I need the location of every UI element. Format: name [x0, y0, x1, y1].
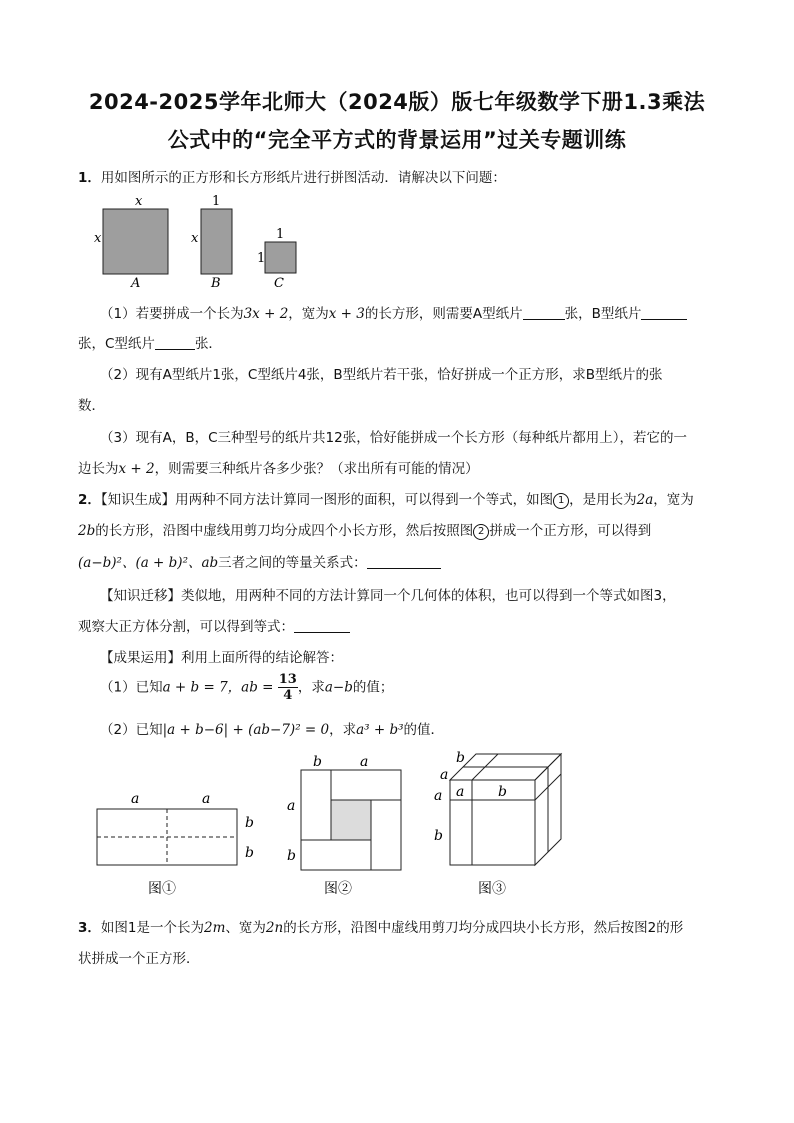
- q2-figure-1: [90, 785, 270, 900]
- fig3-label-a-top: a: [440, 767, 449, 783]
- fig2-rect-left: [301, 770, 331, 840]
- q2-number: 2．: [78, 492, 101, 508]
- fraction-denominator: 4: [283, 688, 293, 703]
- q2-sub2: [100, 718, 444, 738]
- q2-l1-text-a: 【知识生成】用两种不同方法计算同一图形的面积，可以得到一个等式，如图: [100, 492, 554, 508]
- q2-s2-expr: |a + b−6| + (ab−7)² = 0: [162, 722, 330, 738]
- answer-blank-volume-relation[interactable]: [294, 618, 350, 633]
- fraction-13-4: [278, 672, 298, 703]
- page-title-line2: 公式中的“完全平方式的背景运用”过关专题训练: [167, 128, 627, 152]
- q1-part2-line2: 数．: [78, 398, 105, 414]
- fig3-label-a-left: a: [434, 788, 443, 804]
- fig3-label-b-inner: b: [498, 784, 507, 800]
- q2-line6: 【成果运用】利用上面所得的结论解答：: [100, 650, 343, 666]
- q2-l1-text-c: ，宽为: [653, 492, 694, 508]
- page-title-line1: 2024-2025学年北师大（2024版）版七年级数学下册1.3乘法: [88, 90, 706, 114]
- answer-blank-a[interactable]: [523, 305, 565, 320]
- q1-label-x-left: x: [94, 231, 102, 246]
- fig2-label-a-top: a: [360, 754, 369, 770]
- q2-s1-expr2: a−b: [324, 679, 353, 696]
- fig3-label-b-left: b: [434, 828, 443, 844]
- q2-l1-expr: 2a: [636, 492, 654, 508]
- q1-label-c: C: [274, 276, 284, 291]
- fig2-inner-square: [331, 800, 371, 840]
- q1-label-b: B: [211, 276, 221, 291]
- q1-label-x-top: x: [135, 194, 143, 209]
- q1-p1-text-a: （1）若要拼成一个长为: [100, 306, 244, 322]
- q1-part3-line1: （3）现有A，B，C三种型号的纸片共12张，恰好能拼成一个长方形（每种纸片都用上），若它的一: [100, 430, 687, 446]
- q3-number: 3．: [78, 920, 101, 936]
- square-piece-a: [103, 209, 168, 274]
- q3-line2: 状拼成一个正方形．: [78, 951, 200, 967]
- fig2-label-b-top: b: [313, 754, 322, 770]
- q3-l1-text-c: 的长方形，沿图中虚线用剪刀均分成四块小长方形，然后按图2的形: [283, 920, 684, 936]
- q2-line5: [78, 615, 350, 635]
- q3-l1-text-b: 、宽为: [225, 920, 266, 936]
- q2-s1-text-b: ，求: [297, 679, 325, 696]
- q1-p1-expr-length: 3x + 2: [243, 306, 289, 322]
- q2-l5-text: 观察大正方体分割，可以得到等式：: [78, 619, 294, 635]
- q2-s1-text-a: （1）已知: [100, 679, 163, 696]
- fraction-numerator: 13: [278, 672, 297, 687]
- q1-part1-line1: [100, 302, 687, 322]
- q2-l2-text-a: 的长方形，沿图中虚线用剪刀均分成四个小长方形，然后按照图: [95, 523, 474, 539]
- answer-blank-area-relation[interactable]: [367, 554, 441, 569]
- fig1-caption: 图①: [148, 881, 176, 897]
- q2-s1-expr: a + b = 7，ab =: [162, 679, 278, 696]
- q2-l2-text-b: 拼成一个正方形，可以得到: [489, 523, 652, 539]
- fig3-label-a-inner: a: [456, 784, 465, 800]
- circled-one: 1: [553, 493, 569, 509]
- q1-p1-text-c: 的长方形，则需要A型纸片: [364, 306, 523, 322]
- q1-label-one-b: 1: [212, 194, 221, 209]
- circled-two: 2: [473, 524, 489, 540]
- rect-piece-b: [201, 209, 232, 274]
- q1-intro-text: 用如图所示的正方形和长方形纸片进行拼图活动．请解决以下问题：: [100, 170, 506, 186]
- fig1-label-a-1: a: [131, 791, 140, 807]
- q1-label-one-c-left: 1: [257, 251, 266, 266]
- q3-l1-expr1: 2m: [204, 920, 226, 936]
- q1-p3-expr: x + 2: [118, 461, 155, 477]
- q2-s2-text-c: 的值．: [403, 722, 445, 738]
- q1-p1-text-b: ，宽为: [288, 306, 329, 322]
- q1-p1-expr-width: x + 3: [328, 306, 365, 322]
- square-piece-c: [265, 242, 296, 273]
- fig3-caption: 图③: [478, 881, 506, 897]
- fig1-label-b-2: b: [245, 845, 254, 861]
- q2-s2-text-a: （2）已知: [100, 722, 163, 738]
- fig1-label-a-2: a: [202, 791, 211, 807]
- q2-line3: [78, 551, 441, 571]
- q1-p1-text-e: 张，C型纸片: [78, 336, 155, 352]
- fig1-label-b-1: b: [245, 815, 254, 831]
- q2-s2-expr2: a³ + b³: [356, 722, 404, 738]
- q1-part3-line2: [78, 457, 479, 477]
- q1-number: 1．: [78, 170, 101, 186]
- q3-line1: [78, 916, 683, 936]
- fig2-rect-right: [371, 800, 401, 870]
- fig2-rect-bottom: [301, 840, 371, 870]
- answer-blank-b[interactable]: [641, 305, 687, 320]
- q1-figure: [88, 190, 318, 292]
- fig2-label-b-left: b: [287, 848, 296, 864]
- q2-figure-3: [430, 748, 570, 900]
- q2-l2-expr: 2b: [78, 523, 96, 539]
- q2-l1-text-b: ，是用长为: [569, 492, 637, 508]
- q1-p3-text-b: 边长为: [78, 461, 119, 477]
- q1-intro: [78, 166, 506, 186]
- q2-line2: [78, 519, 651, 540]
- q1-part2-line1: （2）现有A型纸片1张，C型纸片4张，B型纸片若干张，恰好拼成一个正方形，求B型纸片的张: [100, 367, 663, 383]
- q2-line1: [78, 488, 694, 509]
- q2-l3-text: 三者之间的等量关系式：: [218, 555, 367, 571]
- q2-sub1: [100, 672, 393, 703]
- q1-label-a: A: [131, 276, 141, 291]
- q2-s1-text-c: 的值；: [352, 679, 394, 696]
- q3-l1-text-a: 如图1是一个长为: [100, 920, 204, 936]
- q1-p1-text-d: 张，B型纸片: [564, 306, 642, 322]
- q2-line4: 【知识迁移】类似地，用两种不同的方法计算同一个几何体的体积，也可以得到一个等式如图3，: [100, 588, 676, 604]
- q2-s2-text-b: ，求: [329, 722, 357, 738]
- q1-p1-text-f: 张．: [194, 336, 222, 352]
- q2-figure-2: [282, 750, 412, 900]
- q1-part1-line2: [78, 332, 222, 352]
- q1-label-one-c-top: 1: [276, 227, 285, 242]
- q2-l3-expr: (a−b)²、(a + b)²、ab: [78, 555, 219, 571]
- fig2-rect-top: [331, 770, 401, 800]
- answer-blank-c[interactable]: [155, 335, 195, 350]
- fig3-label-b-top: b: [456, 750, 465, 766]
- q3-l1-expr2: 2n: [265, 920, 284, 936]
- fig2-label-a-left: a: [287, 798, 296, 814]
- q1-p3-text-c: ，则需要三种纸片各多少张？（求出所有可能的情况）: [154, 461, 479, 477]
- fig2-caption: 图②: [324, 881, 352, 897]
- q1-label-x-b: x: [191, 231, 199, 246]
